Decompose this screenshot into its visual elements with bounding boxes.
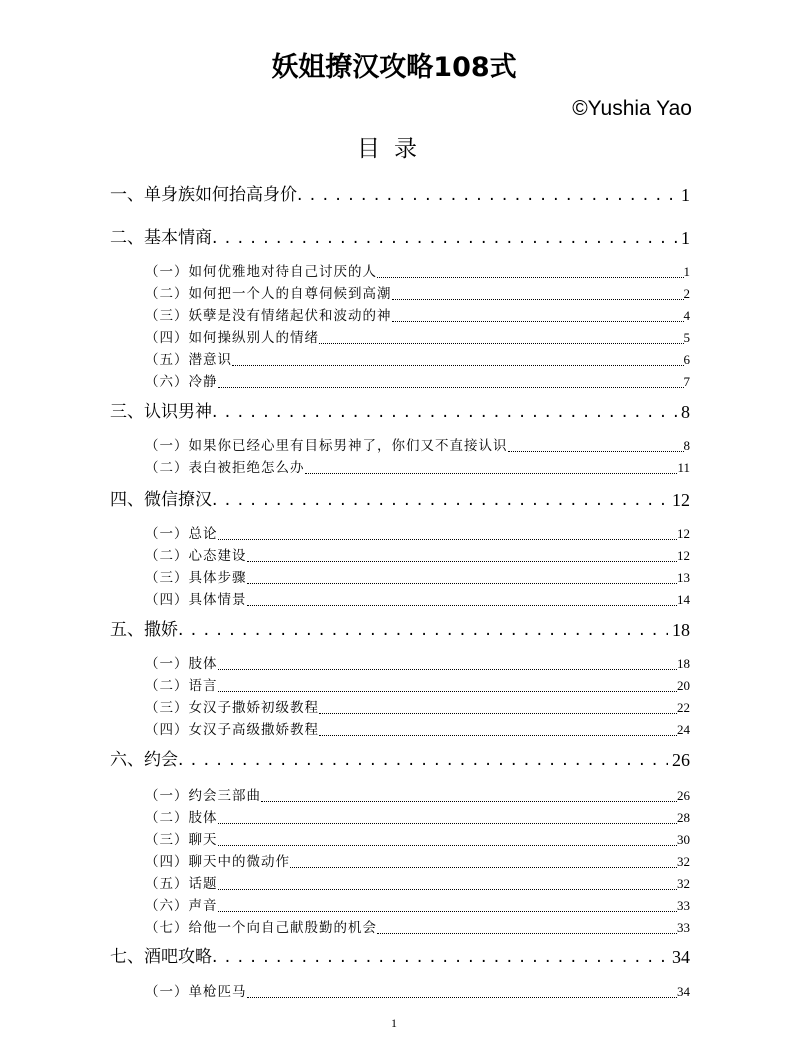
dot-leader bbox=[218, 538, 678, 540]
toc-entry-page: 7 bbox=[684, 372, 691, 392]
toc-entry-label: （六）声音 bbox=[145, 898, 218, 914]
toc-entry-label: 一、单身族如何抬高身价 bbox=[110, 185, 297, 205]
toc-section-entry[interactable] bbox=[145, 284, 690, 304]
toc-chapter-entry[interactable] bbox=[110, 748, 690, 772]
toc-entry-page: 8 bbox=[684, 436, 691, 456]
toc-entry-label: （一）如何优雅地对待自己讨厌的人 bbox=[145, 264, 377, 280]
toc-entry-page: 20 bbox=[677, 676, 690, 696]
toc-section-entry[interactable] bbox=[145, 372, 690, 392]
toc-section-entry[interactable] bbox=[145, 698, 690, 718]
dot-leader bbox=[392, 298, 684, 300]
dot-leader bbox=[247, 996, 678, 998]
toc-entry-page: 28 bbox=[677, 808, 690, 828]
toc-entry-label: 六、约会 bbox=[110, 750, 178, 770]
toc-chapter-entry[interactable] bbox=[110, 945, 690, 969]
toc-heading: 目录 bbox=[357, 136, 431, 162]
dot-leader bbox=[319, 712, 677, 714]
dot-leader bbox=[319, 342, 684, 344]
dot-leader bbox=[508, 450, 684, 452]
dot-leader bbox=[212, 488, 668, 512]
toc-chapter-entry[interactable] bbox=[110, 488, 690, 512]
copyright-notice: ©Yushia Yao bbox=[572, 97, 692, 120]
dot-leader bbox=[377, 932, 677, 934]
toc-section-entry[interactable] bbox=[145, 306, 690, 326]
dot-leader bbox=[178, 618, 668, 642]
toc-section-entry[interactable] bbox=[145, 852, 690, 872]
dot-leader bbox=[218, 910, 678, 912]
toc-entry-label: （四）如何操纵别人的情绪 bbox=[145, 330, 319, 346]
toc-entry-label: （一）如果你已经心里有目标男神了，你们又不直接认识 bbox=[145, 438, 508, 454]
toc-entry-page: 18 bbox=[668, 618, 690, 642]
toc-entry-page: 6 bbox=[684, 350, 691, 370]
document-title: 妖姐撩汉攻略108式 bbox=[271, 52, 517, 83]
dot-leader bbox=[218, 690, 678, 692]
toc-entry-label: （六）冷静 bbox=[145, 374, 218, 390]
toc-entry-page: 34 bbox=[677, 982, 690, 1002]
toc-entry-page: 32 bbox=[677, 874, 690, 894]
toc-entry-label: （四）具体情景 bbox=[145, 592, 247, 608]
toc-entry-label: 五、撒娇 bbox=[110, 620, 178, 640]
toc-entry-label: 三、认识男神 bbox=[110, 402, 212, 422]
toc-entry-label: （三）聊天 bbox=[145, 832, 218, 848]
dot-leader bbox=[305, 472, 678, 474]
toc-entry-page: 4 bbox=[684, 306, 691, 326]
toc-entry-label: （三）女汉子撒娇初级教程 bbox=[145, 700, 319, 716]
toc-chapter-entry[interactable] bbox=[110, 618, 690, 642]
toc-entry-page: 32 bbox=[677, 852, 690, 872]
toc-entry-label: （一）单枪匹马 bbox=[145, 984, 247, 1000]
dot-leader bbox=[218, 822, 678, 824]
dot-leader bbox=[392, 320, 684, 322]
page-number: 1 bbox=[391, 1016, 397, 1030]
dot-leader bbox=[261, 800, 677, 802]
dot-leader bbox=[178, 748, 668, 772]
dot-leader bbox=[218, 386, 684, 388]
toc-section-entry[interactable] bbox=[145, 896, 690, 916]
toc-chapter-entry[interactable] bbox=[110, 400, 690, 424]
toc-entry-page: 2 bbox=[684, 284, 691, 304]
dot-leader bbox=[218, 888, 678, 890]
dot-leader bbox=[232, 364, 684, 366]
toc-entry-page: 34 bbox=[668, 945, 690, 969]
toc-entry-label: 四、微信撩汉 bbox=[110, 490, 212, 510]
toc-chapter-entry[interactable] bbox=[110, 183, 690, 207]
dot-leader bbox=[290, 866, 677, 868]
toc-section-entry[interactable] bbox=[145, 654, 690, 674]
toc-entry-page: 1 bbox=[677, 183, 690, 207]
toc-entry-label: （二）心态建设 bbox=[145, 548, 247, 564]
toc-entry-page: 14 bbox=[677, 590, 690, 610]
toc-entry-label: （二）语言 bbox=[145, 678, 218, 694]
toc-chapter-entry[interactable] bbox=[110, 226, 690, 250]
toc-entry-page: 22 bbox=[677, 698, 690, 718]
toc-entry-page: 13 bbox=[677, 568, 690, 588]
toc-section-entry[interactable] bbox=[145, 524, 690, 544]
toc-entry-page: 33 bbox=[677, 918, 690, 938]
toc-entry-label: （四）聊天中的微动作 bbox=[145, 854, 290, 870]
toc-entry-page: 18 bbox=[677, 654, 690, 674]
toc-entry-label: （七）给他一个向自己献殷勤的机会 bbox=[145, 920, 377, 936]
toc-section-entry[interactable] bbox=[145, 676, 690, 696]
dot-leader bbox=[218, 668, 678, 670]
toc-entry-label: （五）潜意识 bbox=[145, 352, 232, 368]
toc-section-entry[interactable] bbox=[145, 262, 690, 282]
dot-leader bbox=[247, 582, 678, 584]
toc-entry-page: 12 bbox=[677, 546, 690, 566]
toc-section-entry[interactable] bbox=[145, 350, 690, 370]
toc-section-entry[interactable] bbox=[145, 786, 690, 806]
toc-section-entry[interactable] bbox=[145, 720, 690, 740]
toc-section-entry[interactable] bbox=[145, 590, 690, 610]
toc-entry-label: （一）约会三部曲 bbox=[145, 788, 261, 804]
toc-entry-label: （一）肢体 bbox=[145, 656, 218, 672]
toc-entry-label: （二）表白被拒绝怎么办 bbox=[145, 460, 305, 476]
dot-leader bbox=[247, 604, 678, 606]
toc-entry-page: 12 bbox=[668, 488, 690, 512]
toc-entry-label: （一）总论 bbox=[145, 526, 218, 542]
toc-entry-label: （二）如何把一个人的自尊伺候到高潮 bbox=[145, 286, 392, 302]
toc-section-entry[interactable] bbox=[145, 568, 690, 588]
toc-section-entry[interactable] bbox=[145, 458, 690, 478]
dot-leader bbox=[319, 734, 677, 736]
toc-entry-page: 5 bbox=[684, 328, 691, 348]
toc-section-entry[interactable] bbox=[145, 830, 690, 850]
toc-entry-label: （二）肢体 bbox=[145, 810, 218, 826]
toc-section-entry[interactable] bbox=[145, 918, 690, 938]
dot-leader bbox=[212, 226, 677, 250]
toc-entry-page: 12 bbox=[677, 524, 690, 544]
toc-entry-label: 七、酒吧攻略 bbox=[110, 947, 212, 967]
toc-entry-page: 11 bbox=[677, 458, 690, 478]
toc-section-entry[interactable] bbox=[145, 436, 690, 456]
toc-entry-label: 二、基本情商 bbox=[110, 228, 212, 248]
toc-section-entry[interactable] bbox=[145, 982, 690, 1002]
dot-leader bbox=[212, 945, 668, 969]
dot-leader bbox=[377, 276, 684, 278]
dot-leader bbox=[297, 183, 677, 207]
dot-leader bbox=[218, 844, 678, 846]
dot-leader bbox=[212, 400, 677, 424]
toc-section-entry[interactable] bbox=[145, 874, 690, 894]
toc-entry-label: （三）具体步骤 bbox=[145, 570, 247, 586]
toc-section-entry[interactable] bbox=[145, 546, 690, 566]
toc-entry-page: 30 bbox=[677, 830, 690, 850]
toc-entry-page: 24 bbox=[677, 720, 690, 740]
toc-entry-page: 1 bbox=[677, 226, 690, 250]
toc-section-entry[interactable] bbox=[145, 808, 690, 828]
dot-leader bbox=[247, 560, 678, 562]
toc-entry-page: 33 bbox=[677, 896, 690, 916]
toc-entry-page: 26 bbox=[677, 786, 690, 806]
toc-entry-label: （三）妖孽是没有情绪起伏和波动的神 bbox=[145, 308, 392, 324]
toc-entry-label: （五）话题 bbox=[145, 876, 218, 892]
toc-entry-page: 26 bbox=[668, 748, 690, 772]
toc-entry-page: 1 bbox=[684, 262, 691, 282]
toc-section-entry[interactable] bbox=[145, 328, 690, 348]
toc-entry-page: 8 bbox=[677, 400, 690, 424]
toc-entry-label: （四）女汉子高级撒娇教程 bbox=[145, 722, 319, 738]
